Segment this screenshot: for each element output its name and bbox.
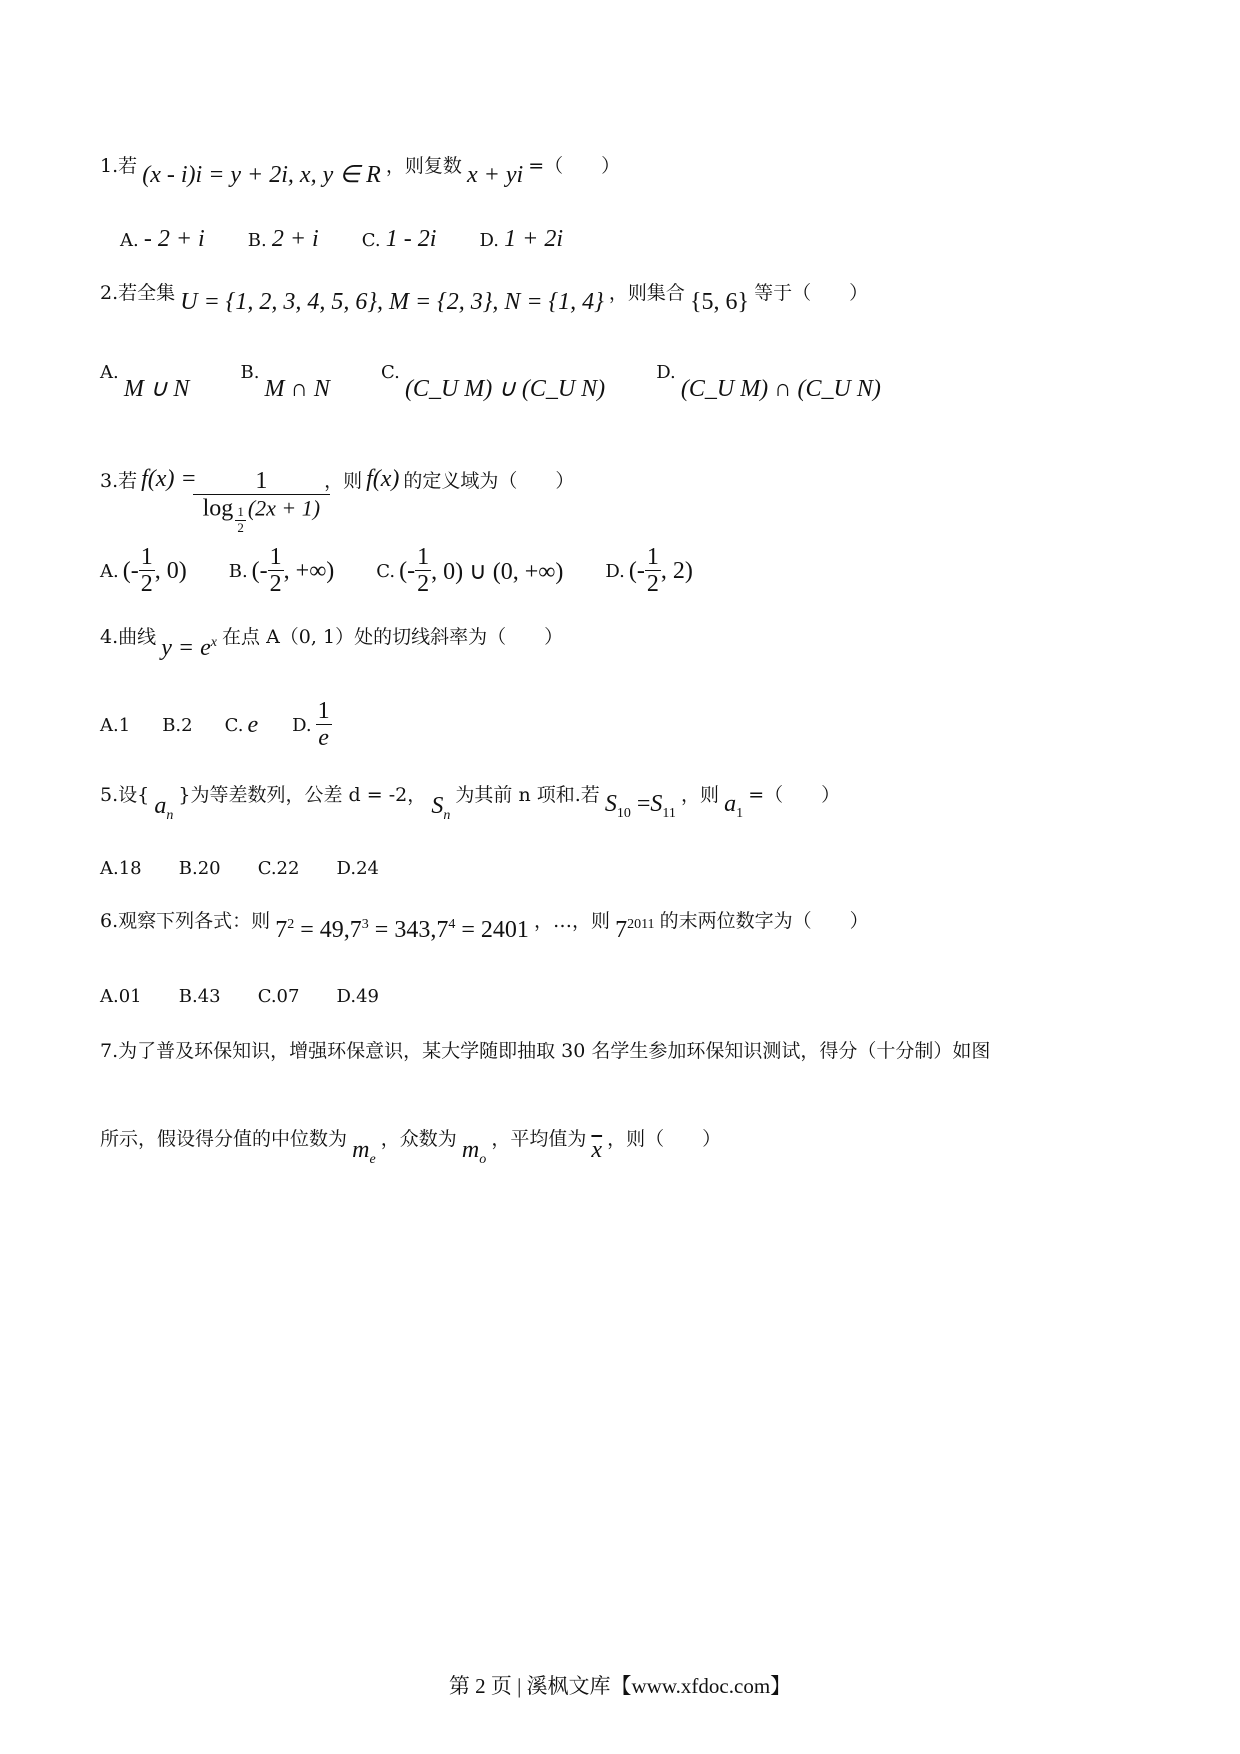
q1-option-a-value: - 2 + i xyxy=(143,226,205,252)
q3-option-a-post: , 0) xyxy=(154,557,187,584)
q2-option-d-label: D. xyxy=(656,362,676,383)
q4-option-b-label: B. xyxy=(162,714,182,736)
q6-e2-base: 7 xyxy=(349,917,362,943)
q4-tail: 在点 A（0, 1）处的切线斜率为（ ） xyxy=(222,626,564,648)
q4-option-a-label: A. xyxy=(100,714,119,736)
q3-log-base-den: 2 xyxy=(237,519,244,535)
q1-expression: (x - i)i = y + 2i, x, y ∈ R xyxy=(142,162,381,188)
q3-option-b-den: 2 xyxy=(269,571,282,598)
q2-option-d-value: (C_U M) ∩ (C_U N) xyxy=(680,376,881,402)
q4-option-a-value: 1 xyxy=(118,714,131,736)
q3-option-c-label: C. xyxy=(376,560,396,582)
q3-option-b-post: , +∞) xyxy=(283,557,335,584)
q1-tail: =（ ） xyxy=(528,155,621,177)
q5-an-sub: n xyxy=(166,807,174,823)
q6-equations xyxy=(275,917,529,943)
q7-mean: $\overline{x}$ xyxy=(591,1137,603,1163)
question-5 xyxy=(100,780,841,823)
q3-option-a-den: 2 xyxy=(140,571,153,598)
q3-log-base-num: 1 xyxy=(237,504,244,520)
q5-part4: ，则 xyxy=(680,784,719,806)
q6-option-c-label: C. xyxy=(257,986,277,1007)
q3-log-arg: (2x + 1) xyxy=(247,496,321,522)
q4-lead: 4.曲线 xyxy=(100,626,157,648)
q5-options xyxy=(100,858,379,879)
q2-option-b-value: M ∩ N xyxy=(264,376,330,402)
q5-s10-sub: 10 xyxy=(616,805,631,821)
q6-tail: 的末两位数字为（ ） xyxy=(659,910,869,932)
question-4 xyxy=(100,622,564,661)
q5-s11-base: S xyxy=(650,791,663,817)
q6-option-d-label: D. xyxy=(336,986,357,1007)
q6-big-sup: 2011 xyxy=(627,917,655,932)
q1-mid: ，则复数 xyxy=(385,155,462,177)
q1-option-c-value: 1 - 2i xyxy=(385,226,437,252)
q7-median xyxy=(352,1137,376,1167)
q7-line2-d: ，则（ ） xyxy=(607,1128,722,1150)
q6-e1-base: 7 xyxy=(275,917,288,943)
q3-option-a-fraction xyxy=(139,544,155,599)
page-footer: 第 2 页 | 溪枫文库【www.xfdoc.com】 xyxy=(448,1674,792,1698)
q3-option-b-num: 1 xyxy=(269,544,282,570)
q5-s11-sub: 11 xyxy=(662,805,676,821)
q3-option-c-den: 2 xyxy=(417,571,430,598)
q4-expression xyxy=(161,635,217,661)
q3-mid: ，则 xyxy=(324,470,363,493)
q6-e3-sup: 4 xyxy=(448,917,456,932)
q4-option-d-fraction xyxy=(316,698,332,753)
q4-option-d-label: D. xyxy=(292,714,312,736)
q5-an xyxy=(154,793,174,823)
q6-e2-rest: = 343, xyxy=(374,917,437,943)
q4-option-c-label: C. xyxy=(224,714,244,736)
q6-option-b-label: B. xyxy=(178,986,198,1007)
q6-option-a-value: 01 xyxy=(118,986,142,1007)
q5-option-c-label: C. xyxy=(257,858,277,879)
q5-option-c-value: 22 xyxy=(276,858,300,879)
question-3 xyxy=(100,434,575,535)
q6-e1-sup: 2 xyxy=(287,917,295,932)
q1-option-d-value: 1 + 2i xyxy=(504,226,563,252)
q2-tail: 等于（ ） xyxy=(754,282,869,304)
q7-me-base: m xyxy=(352,1137,370,1163)
q2-mid: ，则集合 xyxy=(608,282,685,304)
q5-tail: =（ ） xyxy=(748,784,841,806)
q6-mid: ，…，则 xyxy=(533,910,610,932)
q5-option-b-value: 20 xyxy=(197,858,221,879)
q3-numerator: 1 xyxy=(193,468,330,495)
q3-option-d-pre: (- xyxy=(628,557,645,584)
q1-option-b-value: 2 + i xyxy=(271,226,319,252)
q4-expr-sup: x xyxy=(210,635,217,650)
q6-lead: 6.观察下列各式：则 xyxy=(100,910,271,932)
q7-line-2 xyxy=(100,1124,722,1167)
q3-option-d-post: , 2) xyxy=(660,557,693,584)
q3-option-a-num: 1 xyxy=(140,544,153,570)
q7-line-1: 7.为了普及环保知识，增强环保意识，某大学随即抽取 30 名学生参加环保知识测试，得分（十分制）如图 xyxy=(100,1040,991,1062)
q3-func: f(x) = xyxy=(141,466,197,493)
q1-option-b-label: B. xyxy=(247,230,267,251)
q3-fraction xyxy=(202,468,321,535)
q3-option-b-fraction xyxy=(268,544,284,599)
q4-option-d-num: 1 xyxy=(317,698,330,724)
q5-s10-base: S xyxy=(604,791,617,817)
q6-e3-rest: = 2401 xyxy=(461,917,529,943)
q7-line2-b: ，众数为 xyxy=(380,1128,457,1150)
question-1 xyxy=(100,150,621,188)
q3-option-b-label: B. xyxy=(228,560,248,582)
q3-option-c-fraction xyxy=(415,544,431,599)
q4-option-c-value: e xyxy=(247,711,259,738)
q6-big-base: 7 xyxy=(615,917,628,943)
q1-target: x + yi xyxy=(466,162,524,188)
q5-eq: = xyxy=(636,791,651,817)
q5-sn-base: S xyxy=(431,793,444,819)
q1-option-d-label: D. xyxy=(479,230,500,251)
q3-option-d-den: 2 xyxy=(646,571,659,598)
q1-options xyxy=(120,226,563,253)
q4-option-d-den: e xyxy=(318,725,329,752)
q5-an-base: a xyxy=(154,793,167,819)
q3-lead: 3.若 xyxy=(100,470,138,493)
q7-mo-base: m xyxy=(461,1137,480,1163)
q1-option-a-label: A. xyxy=(120,230,139,251)
q2-option-c-value: (C_U M) ∪ (C_U N) xyxy=(404,376,606,402)
q6-option-c-value: 07 xyxy=(276,986,300,1007)
q7-line2-c: ，平均值为 xyxy=(491,1128,587,1150)
q5-lead: 5.设{ xyxy=(100,784,150,806)
q7-line2-a: 所示，假设得分值的中位数为 xyxy=(100,1128,348,1150)
q5-a1-sub: 1 xyxy=(736,805,744,821)
q3-option-c-post: , 0) ∪ (0, +∞) xyxy=(431,558,564,585)
q3-options xyxy=(100,544,693,599)
q3-option-b-pre: (- xyxy=(251,557,268,584)
q2-options xyxy=(100,362,881,402)
q2-option-c-label: C. xyxy=(380,362,400,383)
q3-option-a-pre: (- xyxy=(122,557,139,584)
q2-expression: U = {1, 2, 3, 4, 5, 6}, M = {2, 3}, N = {1, 4} xyxy=(180,289,604,315)
q3-option-d-num: 1 xyxy=(646,544,659,570)
q5-part2: }为等差数列，公差 d = -2， xyxy=(178,784,427,806)
q3-denominator xyxy=(202,495,321,535)
q6-power xyxy=(615,917,654,943)
q4-expr-base: y = e xyxy=(161,635,211,661)
q4-options xyxy=(100,698,332,753)
q5-part3: 为其前 n 项和.若 xyxy=(455,784,600,806)
q5-a1-base: a xyxy=(724,791,737,817)
q1-lead: 1.若 xyxy=(100,155,138,177)
q2-set: {5, 6} xyxy=(689,289,749,315)
q6-options xyxy=(100,986,379,1007)
q3-log: log xyxy=(202,496,234,523)
q6-option-a-label: A. xyxy=(100,986,119,1007)
q7-mo-sub: o xyxy=(479,1151,487,1167)
q5-option-b-label: B. xyxy=(178,858,198,879)
q5-option-d-label: D. xyxy=(336,858,357,879)
q3-option-c-pre: (- xyxy=(399,557,416,584)
q5-option-d-value: 24 xyxy=(356,858,379,879)
q3-log-base xyxy=(235,505,246,535)
q5-sn-sub: n xyxy=(443,807,451,823)
q3-option-c-num: 1 xyxy=(417,544,430,570)
q3-func2: f(x) xyxy=(366,466,400,493)
q5-option-a-value: 18 xyxy=(118,858,142,879)
q3-option-d-fraction xyxy=(645,544,661,599)
q4-option-b-value: 2 xyxy=(181,714,193,736)
q5-a1 xyxy=(724,791,744,821)
question-6 xyxy=(100,906,869,943)
q6-option-d-value: 49 xyxy=(356,986,379,1007)
q3-option-a-label: A. xyxy=(100,560,119,582)
q2-option-a-value: M ∪ N xyxy=(123,376,190,402)
q3-tail: 的定义域为（ ） xyxy=(403,470,575,493)
q6-e1-rest: = 49, xyxy=(300,917,350,943)
q7-me-sub: e xyxy=(369,1151,376,1167)
q5-equation xyxy=(604,791,676,821)
q5-sn xyxy=(431,793,451,823)
q2-lead: 2.若全集 xyxy=(100,282,176,304)
q3-option-d-label: D. xyxy=(605,560,625,582)
q6-e3-base: 7 xyxy=(436,917,449,943)
q1-option-c-label: C. xyxy=(361,230,381,251)
q2-option-a-label: A. xyxy=(100,362,119,383)
q7-mode xyxy=(461,1137,487,1167)
q6-option-b-value: 43 xyxy=(197,986,221,1007)
q2-option-b-label: B. xyxy=(240,362,260,383)
q6-e2-sup: 3 xyxy=(361,917,369,932)
q5-option-a-label: A. xyxy=(100,858,119,879)
question-2 xyxy=(100,278,869,315)
